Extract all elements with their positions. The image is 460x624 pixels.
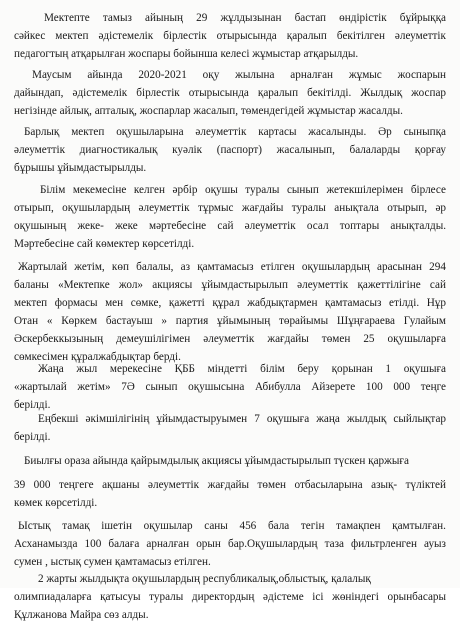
text-line: 2 жарты жылдықта оқушылардың республикалық,облыстық, қалалық — [38, 573, 371, 585]
text-line: Барлық мектеп оқушыларына әлеуметтік картасы жасалынды. Әр сыныпқа — [24, 126, 446, 138]
text-line: Жаңа жыл мерекесіне ҚББ міндетті білім беру қорынан 1 оқушыға — [38, 363, 447, 375]
text-line: Биылғы ораза айында қайрымдылық акциясы ұйымдастырылып түскен қаржыға — [24, 455, 409, 467]
text-line: Мектепте тамыз айының 29 жұлдызынан бастап өндірістік бұйрыққа — [44, 12, 447, 24]
paragraph-2 — [14, 66, 446, 120]
text-line: Ыстық тамақ ішетін оқушылар саны 456 бала тегін тамақпен қамтылған. — [18, 520, 446, 532]
text-line: берілді. — [14, 399, 51, 411]
text-line: педагогтың атқарылған жоспары бойынша келесі жұмыстар атқарылды. — [14, 48, 359, 60]
text-line: әлеуметтік диагностикалық куәлік (паспорт) жасалынып, балаларды қорғау — [14, 144, 446, 156]
text-line: сәйкес мектеп әдістемелік бірлестік отырысында қаралып бекітілген әлеуметтік — [14, 30, 446, 42]
paragraph-11 — [14, 570, 446, 624]
text-line: «жартылай жетім» 7Ә сынып оқушысына Абибулла Айзерете 100 000 теңге — [14, 381, 447, 393]
text-line: бұрышы ұйымдастырылды. — [14, 162, 147, 174]
text-line: сөмкесімен құралжабдықтар берді. — [14, 351, 181, 363]
text-line: мектеп формасы мен сөмке, қажетті құрал жабдықтармен қамтамасыз етілді. Нұр — [14, 297, 446, 309]
text-line: Маусым айында 2020-2021 оқу жылына арналған жұмыс жоспарын — [32, 69, 446, 81]
paragraph-6 — [14, 360, 446, 414]
text-line: Мәртебесіне сай көмектер көрсетілді. — [14, 238, 195, 250]
text-line: Білім мекемесіне келген әрбір оқушы туралы сынып жетекшілерімен бірлесе — [40, 184, 446, 196]
text-line: оқушының жеке- жеке мәртебесіне сай әлеуметтік осал топтары анықталды. — [14, 220, 447, 232]
text-line: олимпиадаларға қатысуы туралы директордың әдістеме ісі жөніндегі орынбасары — [14, 591, 447, 603]
text-line: Жартылай жетім, көп балалы, аз қамтамасыз етілген оқушылардың арасынан 294 — [18, 261, 446, 273]
text-line: сумен , ыстық сумен қамтамасыз етілген. — [14, 556, 211, 568]
text-line: Әскербеккызының демеушілігімен әлеуметтік жағдайы төмен 25 оқушыларға — [14, 333, 446, 345]
paragraph-10 — [14, 517, 446, 571]
paragraph-1 — [14, 9, 446, 63]
text-line: Асханамызда 100 балаға арналған орын бар.Оқушылардың таза фильтрленген ауыз — [14, 538, 446, 550]
text-line: Отан « Көркем бастауыш » партия ұйымының төрайымы Шұңғараева Гулайым — [14, 315, 447, 327]
paragraph-3 — [14, 123, 446, 177]
text-line: негізінде айлық, апталық, жоспарлар жасалып, төмендегідей жұмыстар жасалды. — [14, 105, 403, 117]
paragraph-9 — [14, 476, 446, 512]
text-line: 39 000 теңгеге ақшаны әлеуметтік жағдайы төмен отбасыларына азық- түліктей — [14, 479, 446, 491]
text-line: көмек көрсетілді. — [14, 497, 98, 509]
text-line: отырып, оқушылардың әлеуметтік тұрмыс жағдайы туралы анықтала отырып, әр — [14, 202, 447, 214]
paragraph-5 — [14, 258, 446, 366]
text-line: дайындап, әдістемелік бірлестік отырысында қаралып бекітілді. Жылдық жоспар — [14, 87, 446, 99]
text-line: баланы «Мектепке жол» акциясы ұйымдастырылып әлеуметтік қажеттілігіне сай — [14, 279, 446, 291]
paragraph-8 — [14, 452, 446, 470]
paragraph-4 — [14, 181, 446, 253]
paragraph-7 — [14, 410, 446, 446]
text-line: Құлжанова Майра сөз алды. — [14, 609, 149, 621]
text-line: берілді. — [14, 431, 51, 443]
text-line: Еңбекші әкімшілігінің ұйымдастыруымен 7 оқушыға жаңа жылдық сыйлықтар — [38, 413, 447, 425]
